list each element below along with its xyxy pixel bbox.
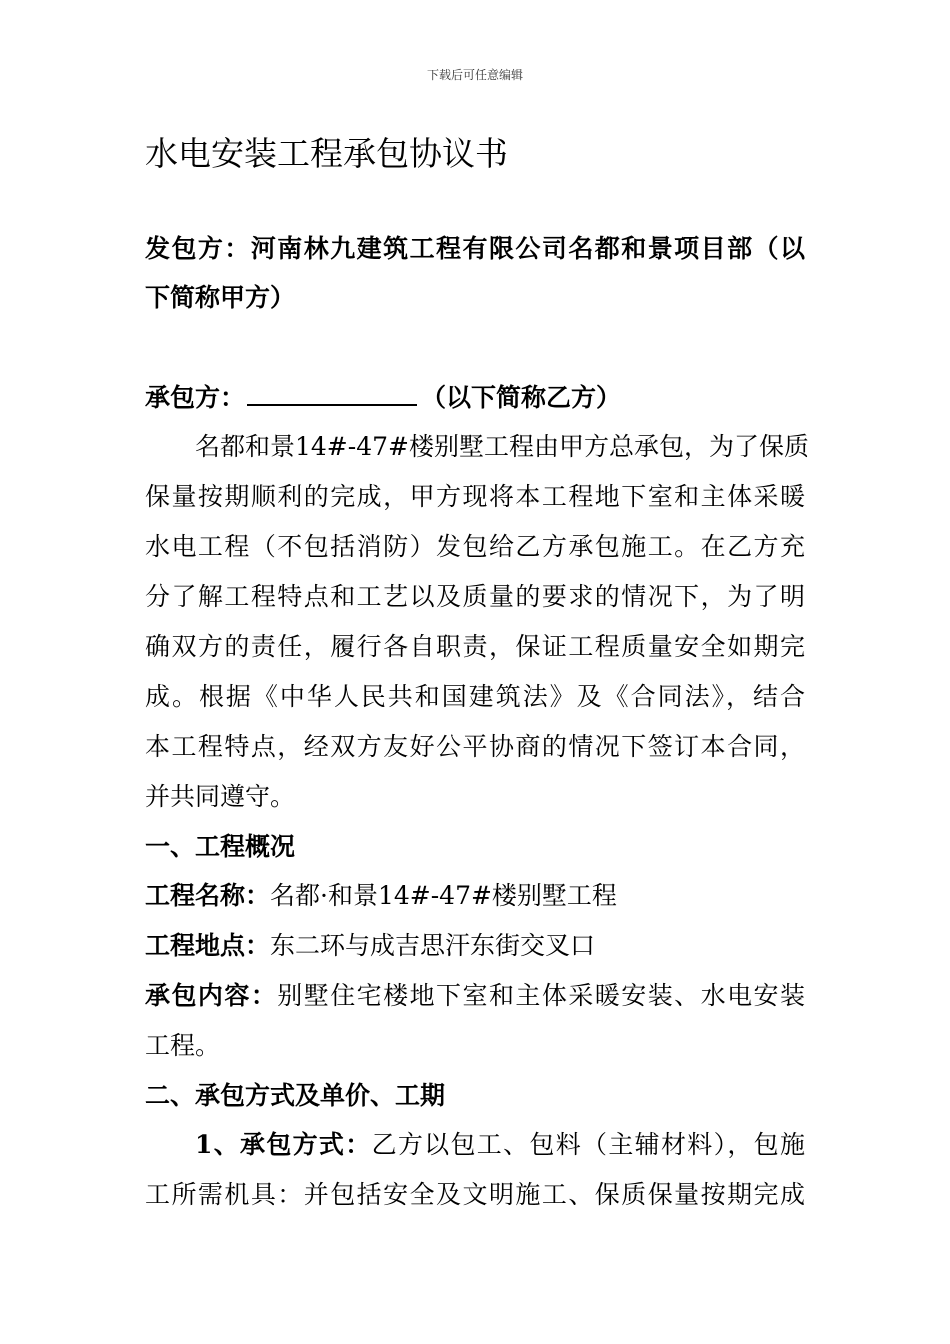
contractor-blank (247, 382, 417, 406)
contract-mode-line-1 (145, 1128, 805, 1162)
employer-label: 发包方： (145, 234, 251, 263)
contractor-line (145, 381, 805, 415)
section2-heading: 二、承包方式及单价、工期 (145, 1081, 446, 1110)
project-name-label: 工程名称： (145, 881, 271, 910)
intro-line-5: 确双方的责任，履行各自职责，保证工程质量安全如期完 (145, 632, 805, 661)
project-name-line (145, 879, 805, 913)
intro-line-6: 成。根据《中华人民共和国建筑法》及《合同法》，结合 (145, 682, 805, 711)
project-location-label: 工程地点： (145, 931, 271, 960)
contractor-label: 承包方： (145, 383, 246, 412)
section1-heading: 一、工程概况 (145, 832, 296, 861)
header-note: 下载后可任意编辑 (426, 68, 523, 82)
contract-mode-label: 1、承包方式： (195, 1130, 372, 1159)
project-scope-value: 别墅住宅楼地下室和主体采暖安装、水电安装 (277, 981, 805, 1010)
intro-line-8: 并共同遵守。 (145, 782, 296, 811)
employer-line-2: 下简称甲方） (145, 283, 296, 312)
contract-mode-line-2: 工所需机具：并包括安全及文明施工、保质保量按期完成 (145, 1180, 805, 1209)
intro-line-4: 分了解工程特点和工艺以及质量的要求的情况下，为了明 (145, 582, 805, 611)
project-scope-label: 承包内容： (145, 981, 278, 1010)
employer-line-1 (145, 232, 805, 266)
document-title: 水电安装工程承包协议书 (145, 134, 508, 173)
project-name-value: 名都·和景14#-47#楼别墅工程 (270, 881, 617, 910)
intro-line-7: 本工程特点，经双方友好公平协商的情况下签订本合同， (145, 732, 805, 761)
project-location-line (145, 929, 805, 963)
contract-mode-value: 乙方以包工、包料（主辅材料），包施 (371, 1130, 805, 1159)
project-location-value: 东二环与成吉思汗东街交叉口 (270, 931, 596, 960)
contractor-suffix: （以下简称乙方） (421, 383, 622, 412)
project-scope-line-1 (145, 979, 805, 1013)
intro-line-2: 保量按期顺利的完成，甲方现将本工程地下室和主体采暖 (145, 482, 805, 511)
intro-line-1: 名都和景14#-47#楼别墅工程由甲方总承包，为了保质 (195, 432, 809, 461)
intro-line-3: 水电工程（不包括消防）发包给乙方承包施工。在乙方充 (145, 532, 805, 561)
project-scope-line-2: 工程。 (145, 1031, 221, 1060)
employer-name: 河南林九建筑工程有限公司名都和景项目部（以 (250, 234, 805, 263)
